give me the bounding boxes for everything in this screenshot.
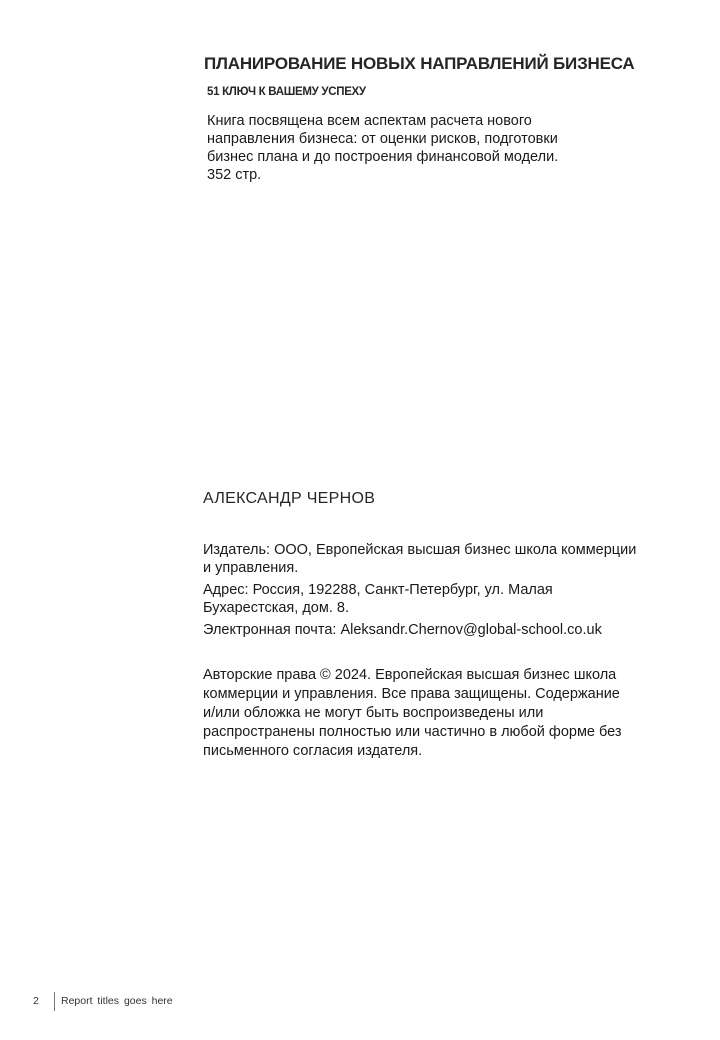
page-number: 2 (33, 995, 39, 1007)
footer-report-title: Report titles goes here (61, 995, 173, 1007)
publisher-line: Издатель: ООО, Европейская высшая бизнес школа коммерции (203, 542, 637, 558)
book-title: ПЛАНИРОВАНИЕ НОВЫХ НАПРАВЛЕНИЙ БИЗНЕСА (204, 54, 635, 73)
publisher-info (203, 541, 703, 643)
page-footer (0, 992, 720, 1012)
description-line: бизнес плана и до построения финансовой модели. (207, 149, 559, 165)
address-line: Бухарестская, дом. 8. (203, 600, 349, 616)
book-description (207, 112, 607, 184)
copyright-line: коммерции и управления. Все права защищены. Содержание (203, 686, 620, 702)
publisher-address (203, 581, 703, 617)
email-line: Электронная почта: Aleksandr.Chernov@global-school.co.uk (203, 622, 602, 638)
copyright-line: письменного согласия издателя. (203, 743, 423, 759)
publisher-email (203, 621, 703, 639)
page-count: 352 стр. (207, 167, 262, 183)
copyright-notice (203, 666, 703, 761)
author-name: АЛЕКСАНДР ЧЕРНОВ (203, 490, 376, 507)
copyright-line: и/или обложка не могут быть воспроизведены или (203, 705, 544, 721)
description-line: направления бизнеса: от оценки рисков, подготовки (207, 131, 558, 147)
footer-divider (54, 992, 55, 1011)
copyright-line: распространены полностью или частично в любой форме без (203, 724, 622, 740)
copyright-line: Авторские права © 2024. Европейская высшая бизнес школа (203, 667, 617, 683)
address-line: Адрес: Россия, 192288, Санкт-Петербург, ул. Малая (203, 582, 553, 598)
publisher-name (203, 541, 703, 577)
book-subtitle: 51 КЛЮЧ К ВАШЕМУ УСПЕХУ (207, 86, 366, 98)
publisher-line: и управления. (203, 560, 299, 576)
description-line: Книга посвящена всем аспектам расчета нового (207, 113, 532, 129)
